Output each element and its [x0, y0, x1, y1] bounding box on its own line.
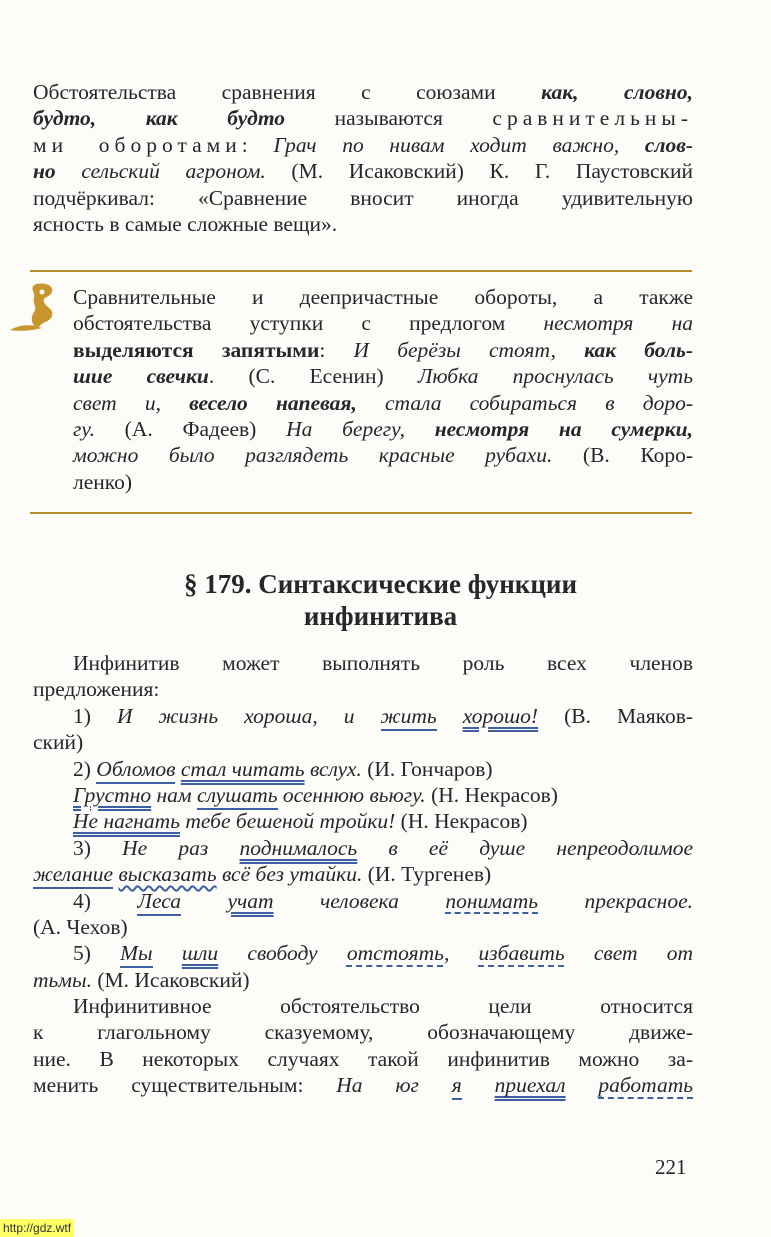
predicate-underline: поднималось [239, 835, 358, 860]
text: обстоятельства уступки с предлогом [73, 311, 544, 336]
example-6-end: (А. Чехов) [33, 914, 128, 939]
text: 2) [73, 756, 97, 781]
text: . (С. Есенин) [208, 364, 418, 389]
predicate-underline: хорошо! [462, 703, 539, 728]
rule-line-1 [73, 284, 693, 310]
predicate-underline: стал читать [180, 756, 305, 781]
subject-underline: желание [33, 862, 113, 889]
text: (М. Исаковский) К. Г. Паустовский [265, 159, 693, 184]
text: Обстоятельства сравнения с союзами [33, 80, 542, 104]
example-italic: тьмы. [33, 967, 92, 992]
text: (Н. Некрасов) [395, 809, 528, 834]
text: подчёркивал: «Сравнение вносит иногда удивительную [33, 185, 693, 210]
intro-paragraph [33, 79, 693, 237]
example-1-end: ский) [33, 730, 84, 755]
body-line: ние. В некоторых случаях такой инфинитив можно за- [33, 1046, 693, 1071]
predicate-underline: Не нагнать [73, 809, 180, 834]
text: 1) [73, 703, 117, 728]
body-line: предложения: [33, 677, 160, 702]
section-title-line-1: § 179. Синтаксические функции [183, 569, 578, 599]
body-line-last [33, 1072, 693, 1098]
example-italic: несмотря на [543, 311, 693, 336]
page-number: 221 [655, 1155, 687, 1179]
subject-underline: Обломов [96, 757, 175, 784]
text: : [319, 337, 354, 362]
example-italic: стала собираться в доро- [356, 390, 693, 415]
text: 5) [73, 941, 121, 966]
text: : [241, 132, 274, 157]
text: (В. Маяков- [538, 703, 694, 728]
subject-underline: я [452, 1073, 462, 1100]
example-1 [33, 703, 693, 729]
object-underline: понимать [445, 888, 539, 913]
rule-line-4 [73, 363, 693, 389]
section-title-line-2: инфинитива [303, 601, 458, 631]
text: Сравнительные и деепричастные обороты, а также [73, 285, 693, 309]
predicate-underline: шли [181, 941, 219, 966]
text [56, 159, 82, 183]
text: ленко) [73, 469, 133, 494]
text: (В. Коро- [552, 443, 693, 468]
watermark-link[interactable]: http://gdz.wtf [0, 1219, 74, 1237]
text: (М. Исаковский) [91, 967, 250, 992]
section-heading [0, 568, 771, 632]
term-bold-italic: как боль- [584, 337, 693, 362]
intro-line-1 [33, 79, 693, 105]
rule-line-5 [73, 390, 693, 416]
example-italic: гу. [73, 416, 95, 441]
example-italic: Любка проснулась чуть [417, 364, 693, 389]
example-italic: нам [151, 782, 198, 807]
predicate-underline: учат [227, 888, 274, 913]
subject-underline: Мы [120, 941, 152, 968]
rule-box [73, 284, 693, 495]
example-italic: осеннюю вьюгу. [277, 782, 426, 807]
term-bold-italic: будто, как будто [33, 106, 286, 131]
rule-divider-bottom [30, 512, 692, 514]
example-4 [33, 808, 693, 834]
text: 4) [73, 888, 138, 913]
attribute-underline: высказать [118, 862, 217, 887]
example-italic: На берегу, [286, 416, 435, 441]
spaced-term: ми оборотами [33, 132, 242, 157]
spaced-term: сравнительны- [492, 106, 693, 131]
text: ясность в самые сложные вещи». [33, 211, 338, 236]
example-7-end [33, 967, 693, 993]
subject-underline: Леса [137, 889, 181, 916]
text: (Н. Некрасов) [425, 782, 558, 807]
text [462, 1073, 495, 1097]
example-italic: тебе бешеной тройки! [179, 809, 396, 834]
example-italic: свободу [218, 941, 347, 966]
body-line: к глагольному сказуемому, обозначающему движе- [33, 1020, 693, 1045]
example-5-end [33, 861, 693, 887]
intro-line-4 [33, 158, 693, 184]
text: , [443, 941, 479, 966]
predicate-underline: приехал [494, 1073, 566, 1098]
rule-line-3 [73, 337, 693, 363]
example-italic: свет и, [73, 390, 190, 415]
example-italic: всё без утайки. [216, 862, 363, 887]
term-bold-italic: несмотря на сумерки, [434, 416, 693, 441]
example-italic: На юг [336, 1073, 452, 1098]
term-bold-italic: слов- [644, 132, 693, 157]
body-line: Инфинитивное обстоятельство цели относится [73, 994, 693, 1019]
text [153, 941, 182, 965]
example-italic: в её душе непреодолимое [357, 835, 693, 860]
rule-line-7 [73, 442, 693, 468]
example-6 [33, 888, 693, 914]
text [437, 704, 463, 728]
rule-line-6 [73, 416, 693, 442]
pen-nib-icon [6, 278, 62, 340]
example-italic: Не раз [122, 835, 240, 860]
body-line: Инфинитив может выполнять роль всех членов [73, 651, 693, 675]
subject-underline: слушать [197, 783, 277, 810]
subject-underline: жить [381, 704, 437, 731]
adverbial-underline: отстоять [346, 941, 444, 966]
intro-line-5 [33, 185, 693, 211]
term-bold-italic: но [33, 159, 56, 184]
example-2 [33, 756, 693, 782]
text: называются [285, 106, 493, 131]
intro-line-3 [33, 132, 693, 158]
term-bold-italic: как, словно, [541, 80, 693, 104]
text [181, 889, 228, 913]
text [566, 1073, 599, 1097]
predicate-underline: Грустно [73, 782, 152, 807]
text: (А. Фадеев) [94, 416, 287, 441]
term-bold-italic: шие свечки [73, 364, 209, 389]
intro-line-2 [33, 105, 693, 131]
example-italic: И берёзы стоят, [353, 337, 585, 362]
text: (И. Гончаров) [361, 756, 493, 781]
example-3 [33, 782, 693, 808]
text: 3) [73, 835, 123, 860]
example-italic: можно было разглядеть красные рубахи. [73, 443, 553, 468]
example-7 [33, 940, 693, 966]
term-bold-italic: весело напевая, [189, 390, 357, 415]
example-italic: сельский агроном. [81, 159, 266, 184]
rule-line-8 [73, 469, 693, 495]
example-italic: прекрасное. [538, 888, 693, 913]
example-italic: Грач по нивам ходит важно, [273, 132, 645, 157]
example-italic: И жизнь хороша, и [116, 703, 381, 728]
adverbial-underline: избавить [478, 941, 565, 966]
intro-line-6 [33, 211, 693, 237]
text: менить существительным: [33, 1073, 337, 1098]
term-bold: выделяются запятыми [73, 337, 320, 362]
text: (И. Тургенев) [362, 862, 492, 887]
rule-line-2 [73, 310, 693, 336]
section-body [33, 650, 693, 1099]
example-italic: человека [273, 888, 446, 913]
example-italic: свет от [564, 941, 693, 966]
adverbial-underline: работать [598, 1073, 694, 1098]
example-5 [33, 835, 693, 861]
rule-divider-top [30, 270, 692, 272]
example-italic: вслух. [304, 756, 362, 781]
